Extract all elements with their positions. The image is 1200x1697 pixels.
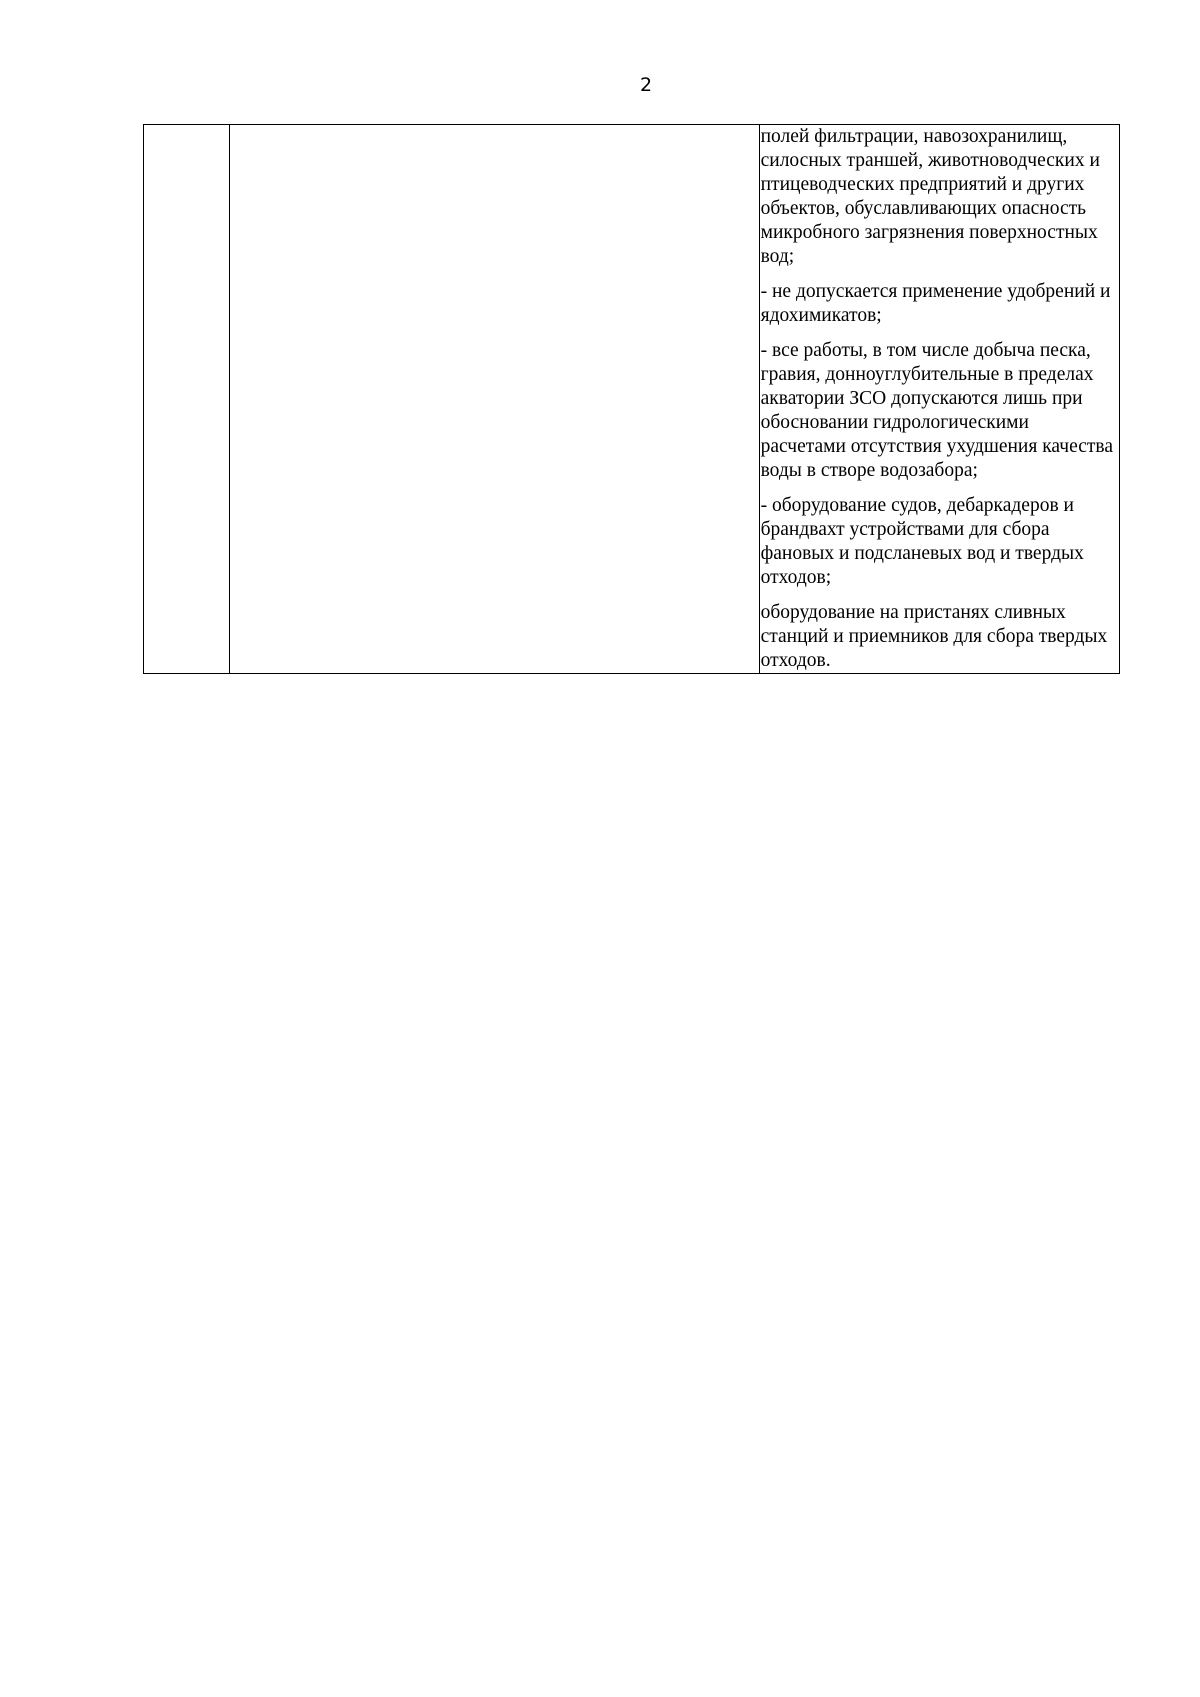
- requirement-paragraph: - все работы, в том числе добыча песка, гравия, донноуглубительные в пределах акватории ЗСО допускаются лишь при обосновании гидрологическими расчетами отсутствия ухудшения качества воды в створе водозабора;: [760, 340, 1113, 481]
- name-cell: [230, 125, 760, 674]
- requirement-paragraph: оборудование на пристанях сливных станций и приемников для сбора твердых отходов.: [760, 602, 1108, 671]
- number-cell: [144, 125, 230, 674]
- requirement-paragraph: - не допускается применение удобрений и ядохимикатов;: [760, 281, 1111, 326]
- requirement-paragraph: полей фильтрации, навозохранилищ, силосных траншей, животноводческих и птицеводческих предприятий и других объектов, обуславливающих опасность микробного загрязнения поверхностных вод;: [760, 126, 1100, 267]
- requirements-table: [143, 124, 1120, 674]
- page-number: 2: [639, 74, 653, 96]
- requirement-paragraph: - оборудование судов, дебаркадеров и брандвахт устройствами для сбора фановых и подсланевых вод и твердых отходов;: [760, 495, 1084, 588]
- table-row: [144, 125, 1120, 674]
- requirements-cell: [759, 125, 1119, 674]
